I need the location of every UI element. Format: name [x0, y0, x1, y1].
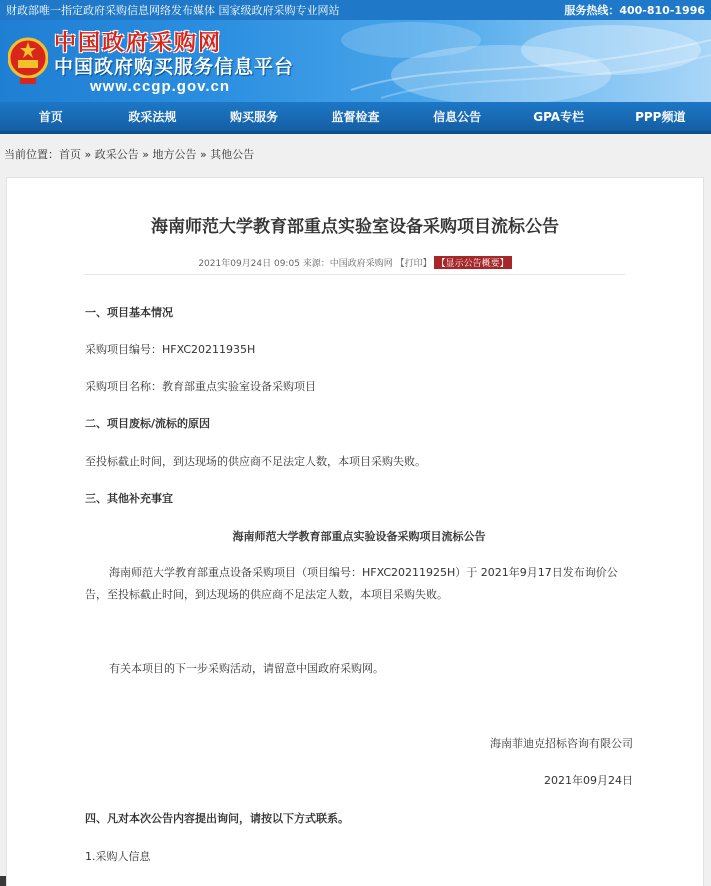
page-corner [0, 876, 6, 886]
nav-announcements[interactable]: 信息公告 [433, 110, 482, 124]
supplement-title: 海南师范大学教育部重点实验设备采购项目流标公告 [232, 530, 486, 543]
nav-regulations[interactable]: 政采法规 [128, 110, 177, 124]
supplement-paragraph-line2: 告，至投标截止时间，到达现场的供应商不足法定人数，本项目采购失败。 [85, 588, 448, 601]
nav-purchase-service[interactable]: 购买服务 [229, 110, 278, 124]
section-4-title: 四、凡对本次公告内容提出询问，请按以下方式联系。 [85, 812, 349, 825]
project-name: 采购项目名称：教育部重点实验室设备采购项目 [85, 380, 316, 393]
signature-date: 2021年09月24日 [544, 774, 633, 787]
show-summary-button[interactable]: 【显示公告概要】 [434, 256, 512, 269]
article-meta [7, 256, 703, 269]
failure-reason: 至投标截止时间，到达现场的供应商不足法定人数，本项目采购失败。 [85, 455, 426, 468]
national-emblem-icon [8, 30, 48, 92]
title-divider [85, 274, 625, 275]
breadcrumb[interactable]: 当前位置：首页 » 政采公告 » 地方公告 » 其他公告 [4, 148, 255, 161]
site-banner [0, 20, 711, 102]
signature-company: 海南菲迪克招标咨询有限公司 [490, 737, 633, 750]
print-link[interactable]: 【打印】 [395, 259, 432, 269]
section-2-title: 二、项目废标/流标的原因 [85, 417, 211, 430]
next-step-paragraph: 有关本项目的下一步采购活动，请留意中国政府采购网。 [109, 662, 384, 675]
service-hotline: 服务热线：400-810-1996 [564, 4, 705, 17]
logo-subtitle: 中国政府购买服务信息平台 [54, 56, 295, 78]
section-3-title: 三、其他补充事宜 [85, 492, 173, 505]
section-1-title: 一、项目基本情况 [85, 306, 173, 319]
main-nav [0, 102, 711, 134]
site-logo[interactable] [54, 30, 294, 96]
publish-info: 2021年09月24日 09:05 来源：中国政府采购网 [198, 259, 396, 269]
article-title: 海南师范大学教育部重点实验室设备采购项目流标公告 [151, 217, 559, 237]
nav-ppp[interactable]: PPP频道 [635, 110, 686, 124]
contact-purchaser-info: 1.采购人信息 [85, 850, 151, 863]
nav-supervision[interactable]: 监督检查 [331, 110, 380, 124]
article-panel [6, 177, 704, 886]
nav-home[interactable]: 首页 [38, 110, 63, 124]
logo-title: 中国政府采购网 [54, 30, 223, 56]
nav-gpa[interactable]: GPA专栏 [533, 110, 585, 124]
project-number: 采购项目编号：HFXC20211935H [85, 343, 256, 356]
top-info-bar [0, 0, 711, 20]
banner-cloud-decoration [291, 20, 711, 102]
logo-url: www.ccgp.gov.cn [90, 78, 231, 95]
supplement-paragraph-line1: 海南师范大学教育部重点设备采购项目（项目编号：HFXC20211925H）于 2021年9月17日发布询价公 [109, 566, 618, 579]
top-tagline: 财政部唯一指定政府采购信息网络发布媒体 国家级政府采购专业网站 [6, 4, 340, 17]
